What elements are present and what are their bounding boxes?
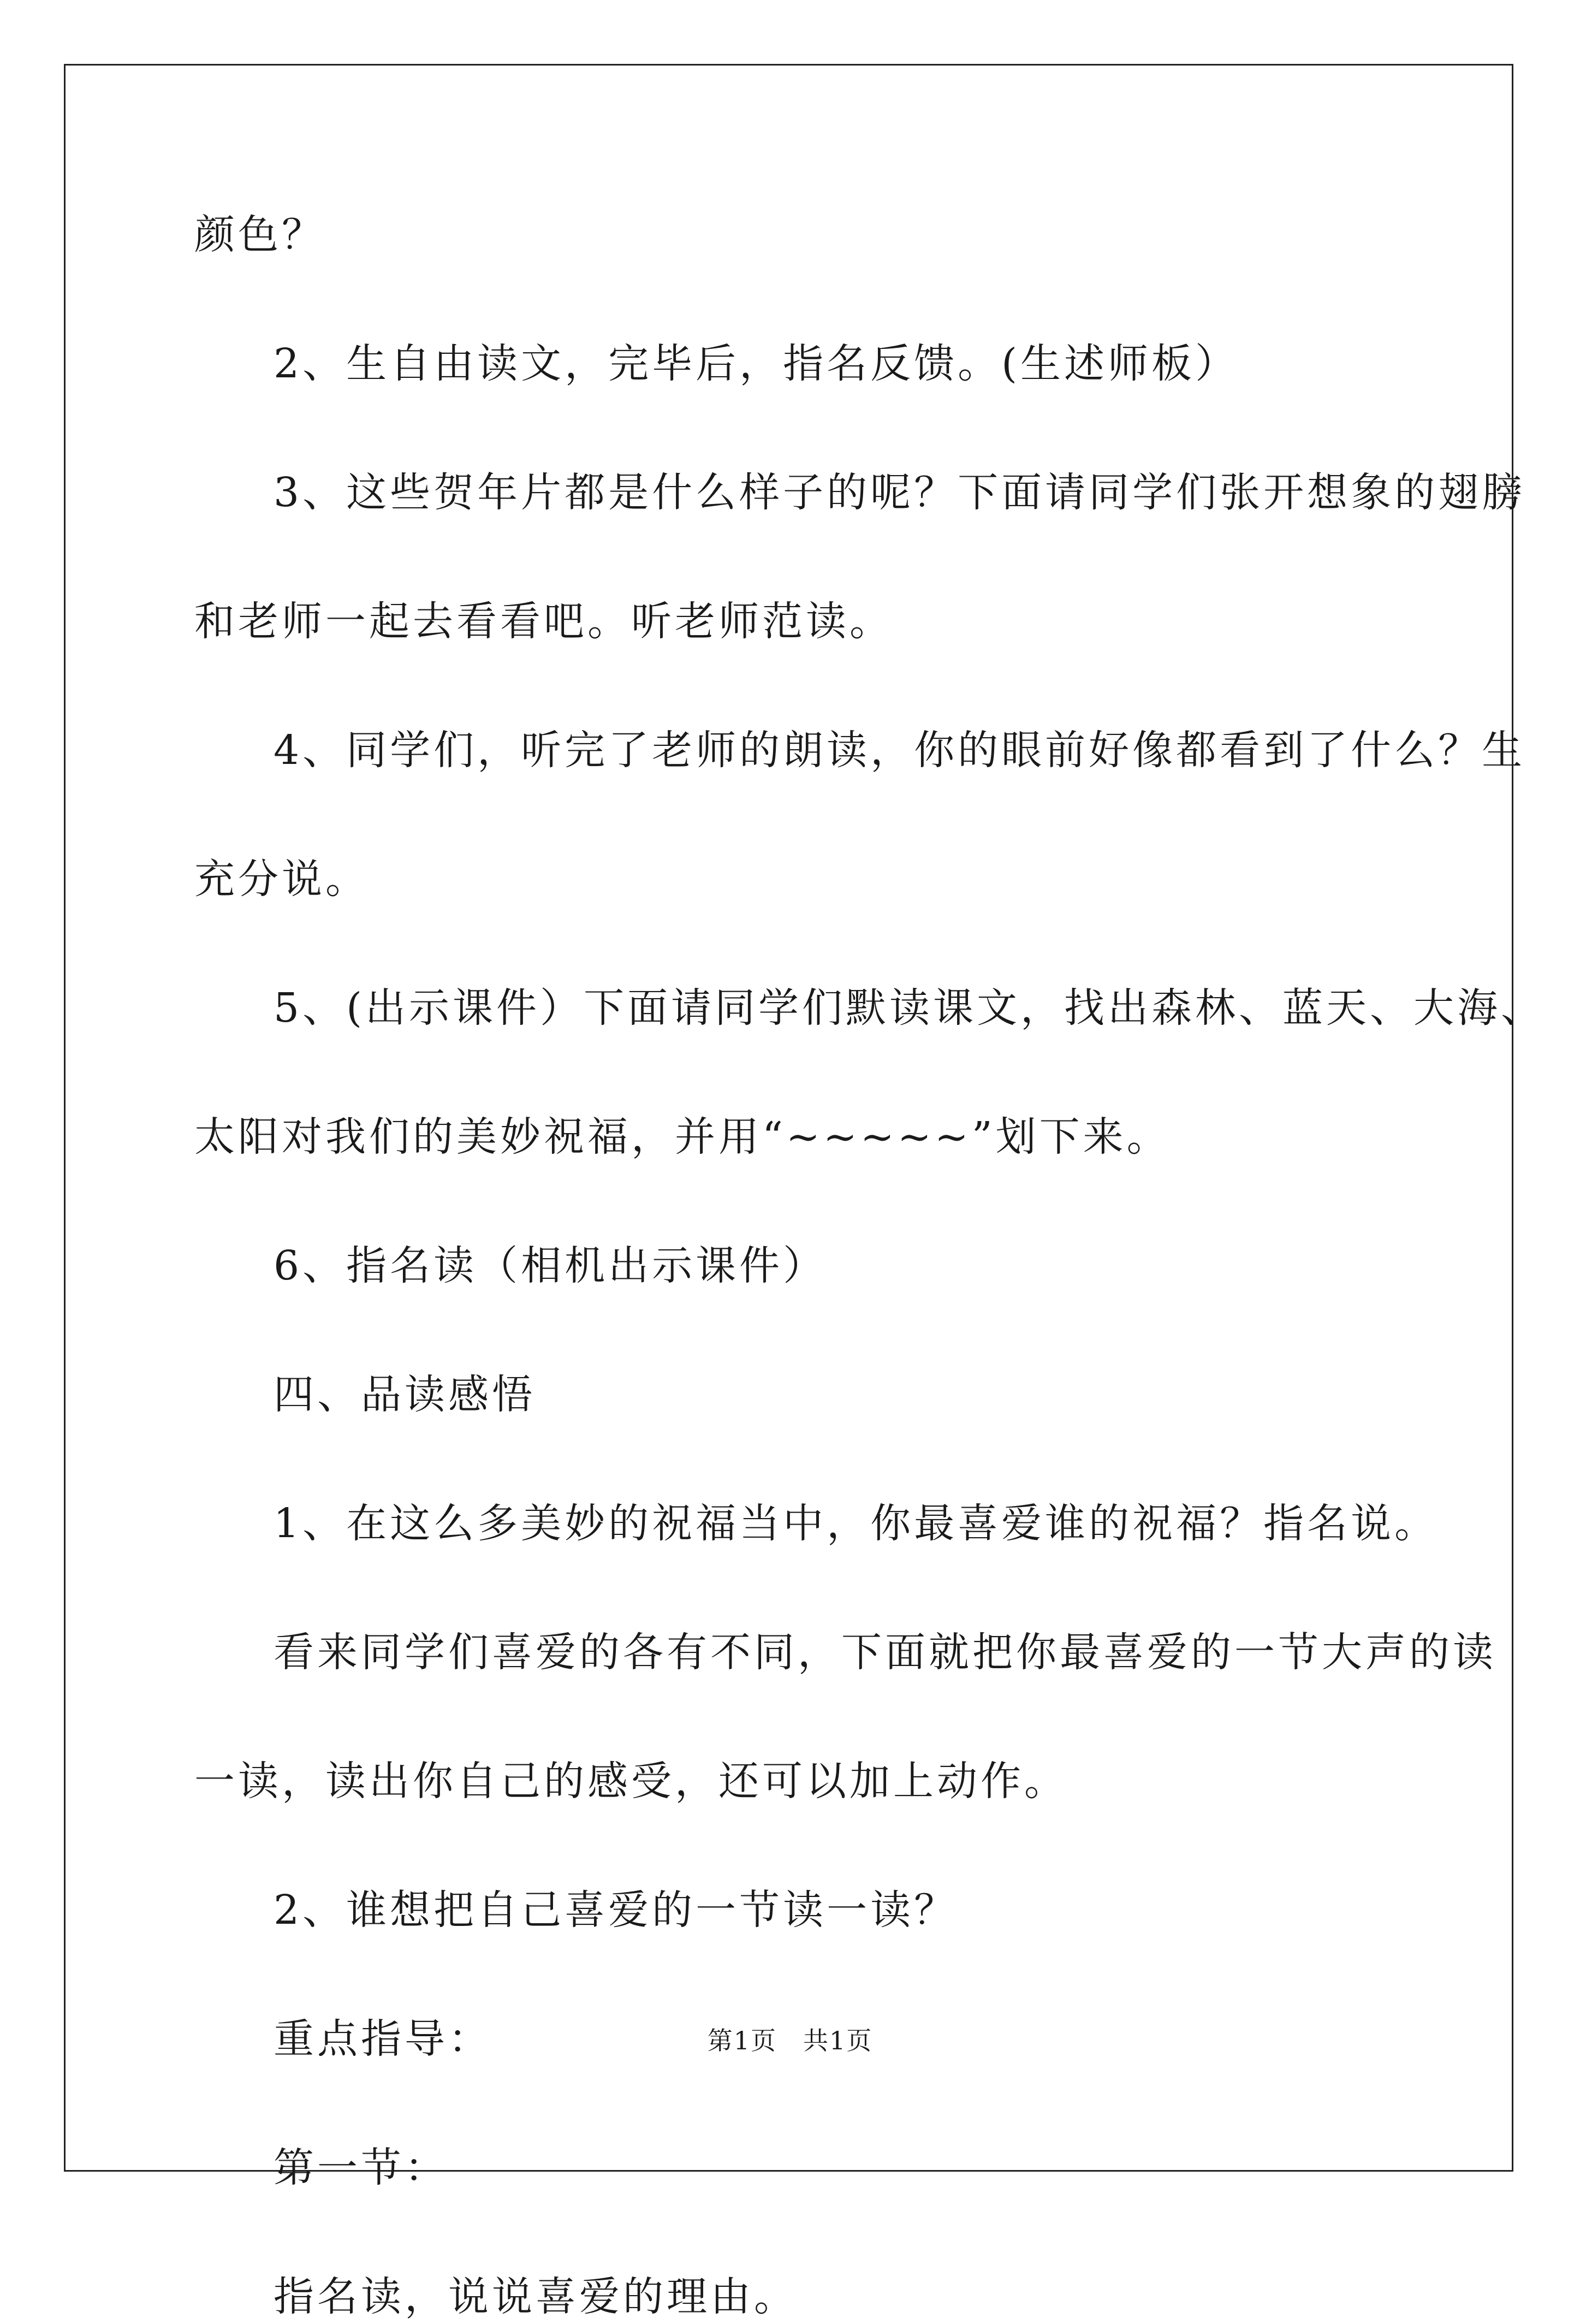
text-line: 一读，读出你自己的感受，还可以加上动作。 — [194, 1758, 1068, 1805]
text-line: 充分说。 — [194, 856, 369, 903]
text-line: 5、(出示课件）下面请同学们默读课文，找出森林、蓝天、大海、 — [274, 985, 1545, 1031]
section-heading: 四、品读感悟 — [274, 1371, 536, 1418]
text-line: 指名读，说说喜爱的理由。 — [274, 2273, 798, 2320]
text-line: 第一节： — [274, 2144, 448, 2191]
text-line: 颜色？ — [194, 211, 325, 258]
text-line: 2、谁想把自己喜爱的一节读一读？ — [274, 1887, 958, 1934]
text-line: 2、生自由读文，完毕后，指名反馈。(生述师板） — [274, 340, 1239, 387]
text-line: 3、这些贺年片都是什么样子的呢？下面请同学们张开想象的翅膀 — [274, 469, 1526, 516]
text-line: 看来同学们喜爱的各有不同，下面就把你最喜爱的一节大声的读 — [274, 1629, 1496, 1676]
page-footer: 第1页 共1页 — [707, 2026, 873, 2055]
text-line: 4、同学们，听完了老师的朗读，你的眼前好像都看到了什么？生 — [274, 727, 1526, 774]
text-line: 6、指名读（相机出示课件） — [274, 1242, 827, 1289]
text-line: 重点指导： — [274, 2015, 492, 2062]
text-line: 和老师一起去看看吧。听老师范读。 — [194, 598, 893, 645]
text-line: 1、在这么多美妙的祝福当中，你最喜爱谁的祝福？指名说。 — [274, 1500, 1439, 1547]
text-line: 太阳对我们的美妙祝福，并用“~~~~~”划下来。 — [194, 1113, 1171, 1160]
